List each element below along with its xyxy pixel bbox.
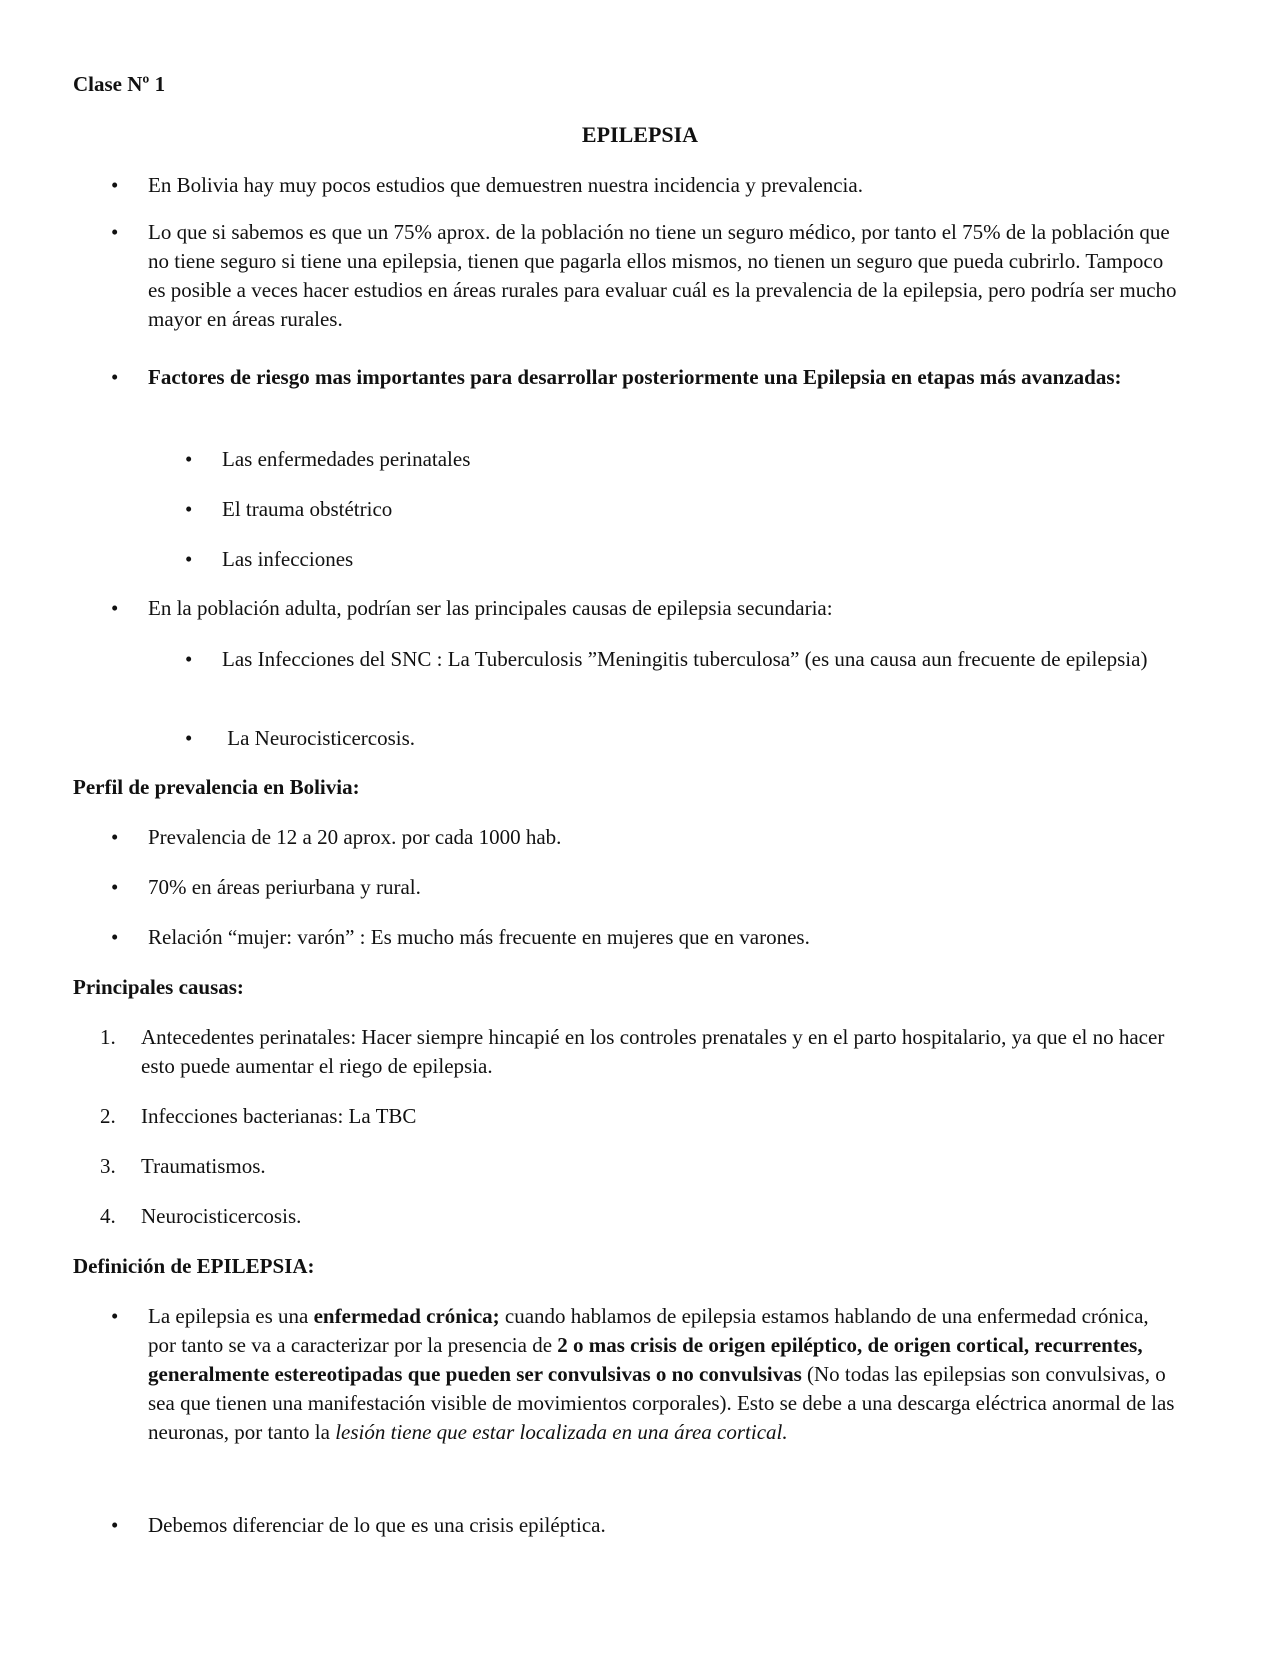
section-heading-causes: Principales causas: xyxy=(73,975,244,999)
definition-text: (No todas las epilepsias son convulsivas, o sea que tienen una manifestación visible de movimientos corporales). Esto se debe a una descarga eléctrica anormal de las neuronas, por tanto la xyxy=(148,1362,1175,1444)
sub-list-item-text: Las infecciones xyxy=(222,547,354,571)
bullet-glyph: • xyxy=(111,220,119,244)
definition-italic: lesión tiene que estar localizada en una área cortical. xyxy=(335,1420,788,1444)
bullet-glyph: • xyxy=(111,875,119,899)
bullet-glyph: • xyxy=(185,447,193,471)
bullet-glyph: • xyxy=(111,925,119,949)
list-item-text: 70% en áreas periurbana y rural. xyxy=(148,875,421,899)
item-number: 4. xyxy=(100,1204,116,1228)
definition-bold: 2 o mas crisis de origen epiléptico, de origen cortical, recurrentes, generalmente estereotipadas que pueden ser convulsivas o no convulsivas xyxy=(148,1333,1143,1386)
sub-list-item-text: El trauma obstétrico xyxy=(222,497,393,521)
bullet-glyph: • xyxy=(111,173,119,197)
bullet-glyph: • xyxy=(185,647,193,671)
bullet-glyph: • xyxy=(111,825,119,849)
definition-bold: enfermedad crónica; xyxy=(313,1304,500,1328)
bullet-glyph: • xyxy=(111,1304,119,1328)
bullet-glyph: • xyxy=(185,497,193,521)
list-item-text: Debemos diferenciar de lo que es una crisis epiléptica. xyxy=(148,1513,606,1537)
list-item-text: Relación “mujer: varón” : Es mucho más frecuente en mujeres que en varones. xyxy=(148,925,810,949)
bullet-glyph: • xyxy=(111,1513,119,1537)
sub-list-item-text: Las enfermedades perinatales xyxy=(222,447,471,471)
numbered-item-text: Neurocisticercosis. xyxy=(141,1204,302,1228)
section-heading-profile: Perfil de prevalencia en Bolivia: xyxy=(73,775,360,799)
definition-text: La epilepsia es una xyxy=(148,1304,314,1328)
list-item-text: En Bolivia hay muy pocos estudios que demuestren nuestra incidencia y prevalencia. xyxy=(148,173,863,197)
numbered-item-text: Antecedentes perinatales: Hacer siempre hincapié en los controles prenatales y en el parto hospitalario, ya que el no hacer esto puede aumentar el riego de epilepsia. xyxy=(141,1025,1165,1078)
item-number: 3. xyxy=(100,1154,116,1178)
section-heading-definition: Definición de EPILEPSIA: xyxy=(73,1254,315,1278)
item-number: 1. xyxy=(100,1025,116,1049)
list-item-text: Factores de riesgo mas importantes para desarrollar posteriormente una Epilepsia en etapas más avanzadas: xyxy=(148,365,1122,389)
bullet-glyph: • xyxy=(185,547,193,571)
definition-paragraph xyxy=(148,1302,1178,1447)
list-item-text: Lo que si sabemos es que un 75% aprox. de la población no tiene un seguro médico, por tanto el 75% de la población que no tiene seguro si tiene una epilepsia, tienen que pagarla ellos mismos, no tienen un seguro que pueda cubrirlo. Tampoco es posible a veces hacer estudios en áreas rurales para evaluar cuál es la prevalencia de la epilepsia, pero podría ser mucho mayor en áreas rurales. xyxy=(148,220,1177,331)
bullet-glyph: • xyxy=(111,365,119,389)
numbered-item-text: Traumatismos. xyxy=(141,1154,266,1178)
bullet-glyph: • xyxy=(185,726,193,750)
item-number: 2. xyxy=(100,1104,116,1128)
class-label: Clase Nº 1 xyxy=(73,72,166,96)
list-item-text: En la población adulta, podrían ser las principales causas de epilepsia secundaria: xyxy=(148,596,833,620)
numbered-item-text: Infecciones bacterianas: La TBC xyxy=(141,1104,417,1128)
bullet-glyph: • xyxy=(111,596,119,620)
sub-list-item-text: Las Infecciones del SNC : La Tuberculosis ”Meningitis tuberculosa” (es una causa aun frecuente de epilepsia) xyxy=(222,647,1148,671)
definition-text: cuando hablamos de epilepsia estamos hablando de una enfermedad crónica, por tanto se va a caracterizar por la presencia de xyxy=(148,1304,1149,1357)
list-item-text: Prevalencia de 12 a 20 aprox. por cada 1000 hab. xyxy=(148,825,562,849)
sub-list-item-text: La Neurocisticercosis. xyxy=(222,726,416,750)
page-title: EPILEPSIA xyxy=(581,122,699,147)
